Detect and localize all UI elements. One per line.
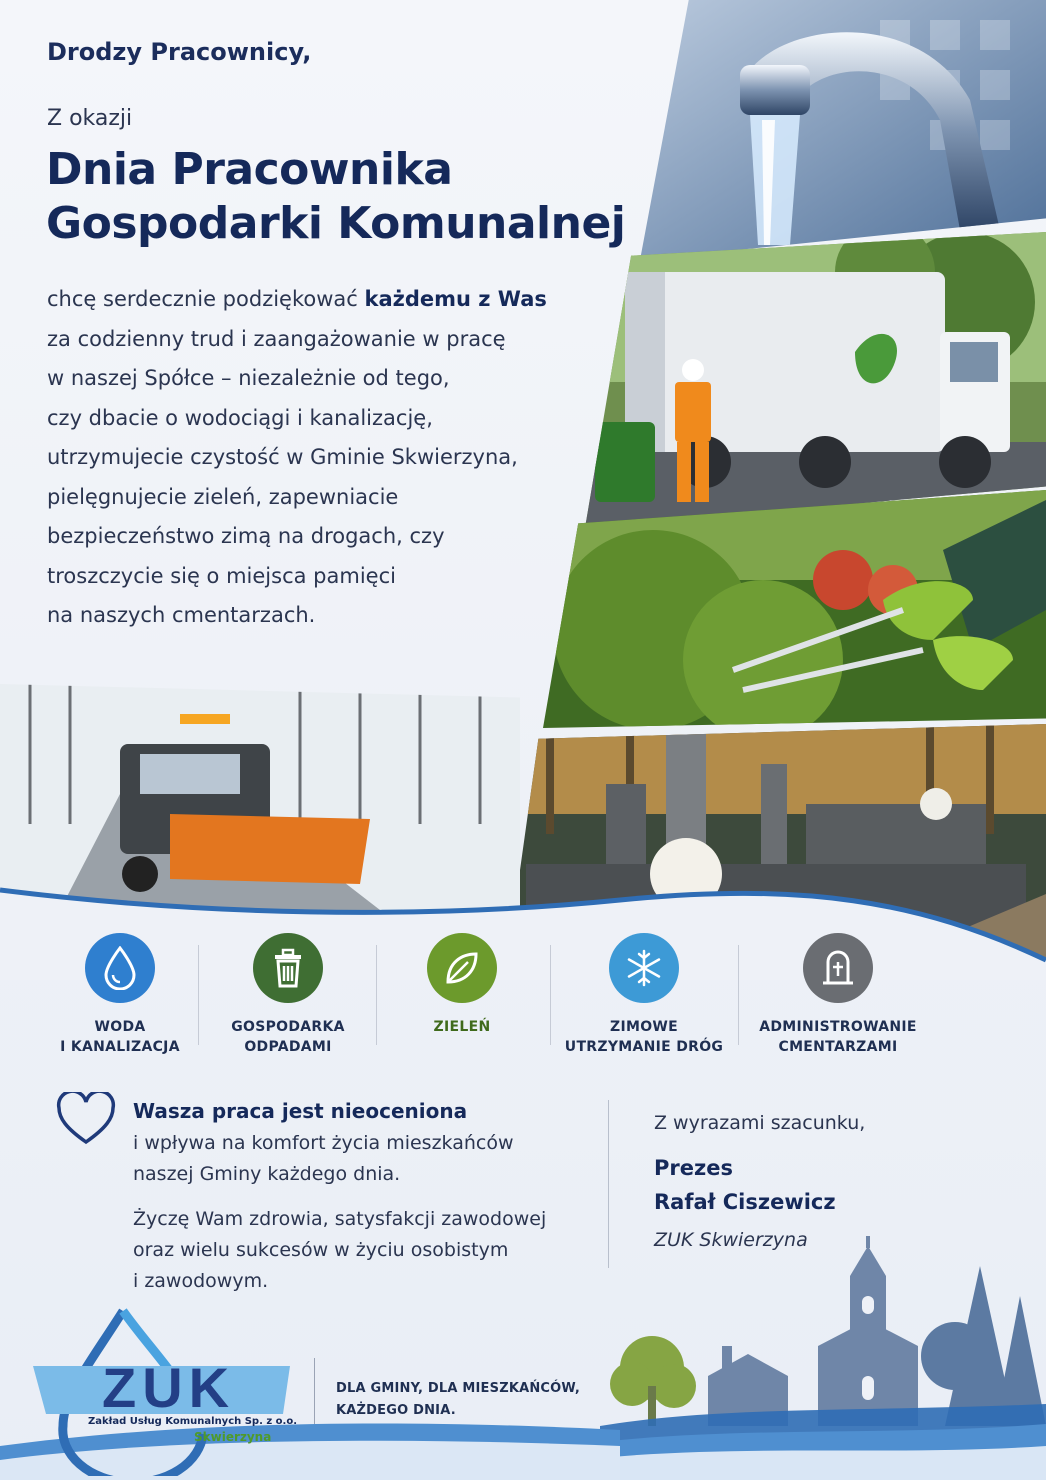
wish-line: i zawodowym. <box>133 1270 269 1292</box>
message-line: i wpływa na komfort życia mieszkańców <box>133 1132 514 1154</box>
category-winter <box>554 930 734 1057</box>
message-line: naszej Gminy każdego dnia. <box>133 1163 401 1185</box>
category-label: GOSPODARKA ODPADAMI <box>231 1019 345 1055</box>
body-line <box>47 280 607 320</box>
appreciation-message <box>133 1096 593 1297</box>
wishes-paragraph <box>133 1204 593 1297</box>
category-cemetery <box>748 930 928 1057</box>
zuk-logo <box>28 1306 308 1480</box>
closing-phrase: Z wyrazami szacunku, <box>654 1112 866 1134</box>
category-water <box>30 930 210 1057</box>
body-line: utrzymujecie czystość w Gminie Skwierzyna, <box>47 445 518 469</box>
slogan <box>336 1378 580 1422</box>
body-line: w naszej Spółce – niezależnie od tego, <box>47 366 450 390</box>
logo-letters: ZUK <box>102 1356 236 1419</box>
body-line: bezpieczeństwo zimą na drogach, czy <box>47 524 445 548</box>
body-line: pielęgnujecie zieleń, zapewniacie <box>47 484 399 509</box>
body-line: za codzienny trud i zaangażowanie w pracę <box>47 326 506 351</box>
logo-company-name: Zakład Usług Komunalnych Sp. z o.o. <box>88 1416 298 1427</box>
category-waste <box>198 930 378 1057</box>
wish-line: oraz wielu sukcesów w życiu osobistym <box>133 1239 509 1261</box>
body-emphasis: każdemu z Was <box>364 287 547 311</box>
logo-city: Skwierzyna <box>194 1430 272 1444</box>
wish-line: Życzę Wam zdrowia, satysfakcji zawodowej <box>133 1208 547 1230</box>
town-skyline-illustration <box>600 1236 1046 1480</box>
water-drop-icon <box>85 933 155 1003</box>
title-line-2: Gospodarki Komunalnej <box>46 198 626 249</box>
body-line: na naszych cmentarzach. <box>47 603 316 627</box>
message-paragraph <box>133 1096 593 1190</box>
signer-organization: ZUK Skwierzyna <box>654 1229 808 1251</box>
occasion-intro: Z okazji <box>47 106 133 131</box>
message-headline: Wasza praca jest nieoceniona <box>133 1099 468 1123</box>
page-title <box>46 143 646 251</box>
trash-bin-icon <box>253 933 323 1003</box>
signer-name: Rafał Ciszewicz <box>654 1190 836 1214</box>
signature-block <box>654 1108 984 1256</box>
gravestone-icon <box>803 933 873 1003</box>
water-tap-photo <box>640 0 1046 260</box>
signer-role: Prezes <box>654 1156 733 1180</box>
category-label: WODA I KANALIZACJA <box>60 1019 180 1055</box>
category-label: ADMINISTROWANIE CMENTARZAMI <box>759 1019 917 1055</box>
slogan-line-1: DLA GMINY, DLA MIESZKAŃCÓW, <box>336 1381 581 1396</box>
hedge-trimming-photo <box>543 490 1046 728</box>
greeting: Drodzy Pracownicy, <box>47 38 312 66</box>
slogan-line-2: KAŻDEGO DNIA. <box>336 1403 456 1418</box>
category-label: ZIMOWE UTRZYMANIE DRÓG <box>564 1019 724 1055</box>
snowflake-icon <box>609 933 679 1003</box>
body-text-span: chcę serdecznie podziękować <box>47 287 365 311</box>
thanks-paragraph <box>47 280 607 636</box>
divider <box>550 945 551 1045</box>
divider <box>738 945 739 1045</box>
title-line-1: Dnia Pracownika <box>46 144 453 195</box>
body-line: troszczycie się o miejsca pamięci <box>47 563 396 588</box>
categories-row <box>30 930 1020 1060</box>
heart-icon <box>56 1092 116 1146</box>
category-label: ZIELEŃ <box>433 1019 491 1035</box>
divider <box>314 1358 315 1424</box>
leaf-icon <box>427 933 497 1003</box>
category-greenery <box>372 930 552 1037</box>
body-line: czy dbacie o wodociągi i kanalizację, <box>47 405 433 430</box>
garbage-truck-photo <box>585 232 1046 528</box>
